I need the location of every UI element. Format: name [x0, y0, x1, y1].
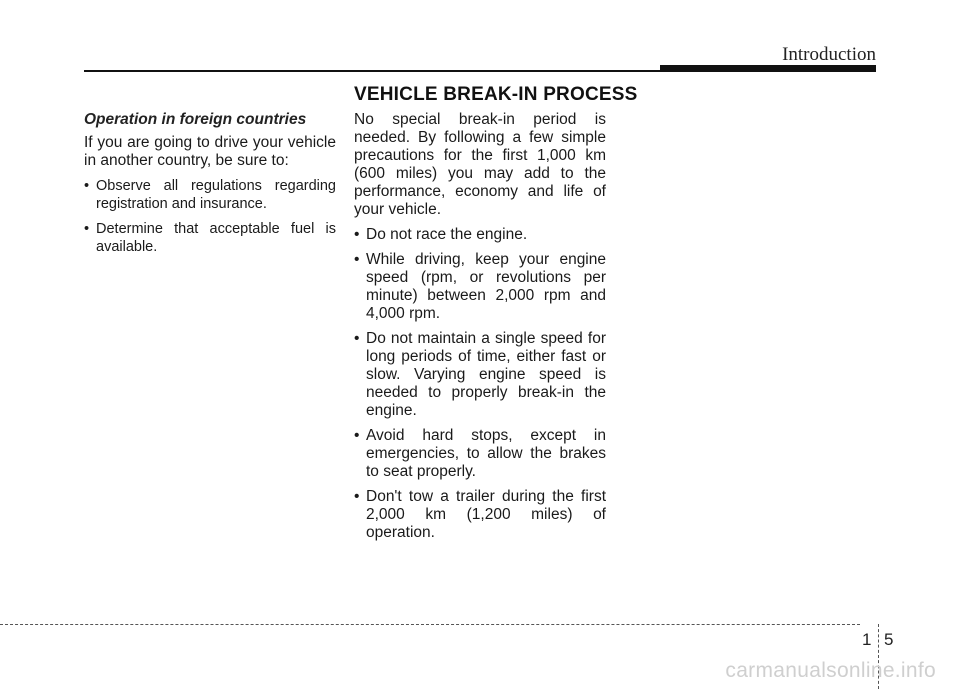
bullet-icon: • [354, 488, 360, 505]
break-in-intro-paragraph: No special break-in period is needed. By following a few simple precautions for the first 1,000 km (600 miles) you may add to the performance, economy and life of your vehicle. [354, 111, 606, 218]
list-item [84, 220, 336, 256]
left-bullet-list [84, 177, 336, 256]
watermark: carmanualsonline.info [725, 659, 936, 682]
header-rule-thick [660, 65, 876, 72]
list-item-text: While driving, keep your engine speed (rpm, or revolutions per minute) between 2,000 rpm and 4,000 rpm. [366, 251, 606, 322]
chapter-title: Introduction [782, 44, 876, 65]
list-item [84, 177, 336, 213]
page-number: 5 [884, 630, 894, 649]
list-item-text: Avoid hard stops, except in emergencies, to allow the brakes to seat properly. [366, 427, 606, 480]
list-item-text: Don't tow a trailer during the first 2,000 km (1,200 miles) of operation. [366, 488, 606, 541]
bullet-icon: • [84, 221, 90, 237]
list-item-text: Do not race the engine. [366, 226, 528, 243]
chapter-number: 1 [862, 630, 872, 649]
bullet-icon: • [354, 251, 360, 268]
list-item [354, 488, 606, 542]
left-column [84, 111, 336, 263]
bullet-icon: • [354, 330, 360, 347]
header-rule-thin [84, 70, 660, 72]
list-item-text: Determine that acceptable fuel is available. [96, 221, 336, 255]
break-in-bullet-list [354, 226, 606, 542]
right-column [354, 111, 606, 549]
footer-dashed-rule [0, 624, 860, 625]
list-item-text: Observe all regulations regarding registration and insurance. [96, 178, 336, 212]
list-item [354, 226, 606, 244]
left-intro-paragraph: If you are going to drive your vehicle in another country, be sure to: [84, 134, 336, 169]
list-item [354, 330, 606, 420]
bullet-icon: • [84, 178, 90, 194]
subheading-foreign-countries: Operation in foreign countries [84, 111, 307, 128]
bullet-icon: • [354, 427, 360, 444]
list-item-text: Do not maintain a single speed for long periods of time, either fast or slow. Varying engine speed is needed to properly break-in the engine. [366, 330, 606, 419]
list-item [354, 251, 606, 323]
section-heading: VEHICLE BREAK-IN PROCESS [354, 84, 638, 105]
bullet-icon: • [354, 226, 360, 243]
list-item [354, 427, 606, 481]
